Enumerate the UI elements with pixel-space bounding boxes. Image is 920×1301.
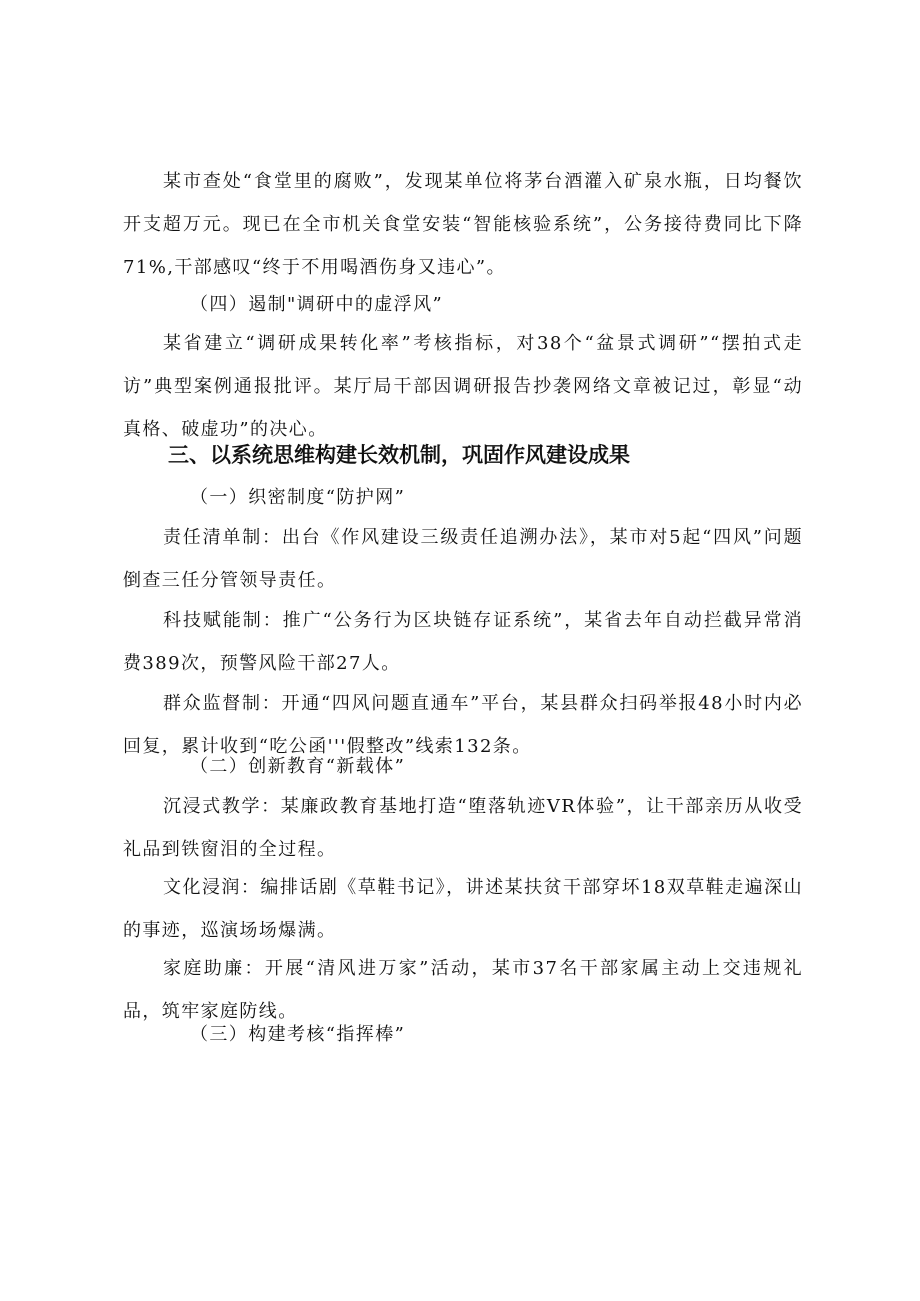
paragraph-culture-infusion: 文化浸润：编排话剧《草鞋书记》，讲述某扶贫干部穿坏18双草鞋走遍深山的事迹，巡演场场爆满。: [123, 877, 803, 941]
paragraph-canteen-corruption: 某市查处“食堂里的腐败”，发现某单位将茅台酒灌入矿泉水瓶，日均餐饮开支超万元。现已在全市机关食堂安装“智能核验系统”，公务接待费同比下降71%,干部感叹“终于不用喝酒伤身又违心”。: [123, 171, 803, 278]
paragraph-research-conversion: 某省建立“调研成果转化率”考核指标，对38个“盆景式调研”“摆拍式走访”典型案例通报批评。某厅局干部因调研报告抄袭网络文章被记过，彰显“动真格、破虚功”的决心。: [123, 333, 803, 440]
subheading-education-carrier: （二）创新教育“新载体”: [190, 756, 406, 777]
subheading-curb-research-formalism: （四）遏制"调研中的虚浮风”: [190, 294, 444, 315]
section-heading-three: 三、以系统思维构建长效机制，巩固作风建设成果: [168, 443, 630, 467]
paragraph-immersive-teaching: 沉浸式教学：某廉政教育基地打造“堕落轨迹VR体验”，让干部亲历从收受礼品到铁窗泪的全过程。: [123, 796, 803, 860]
paragraph-public-supervision: 群众监督制：开通“四风问题直通车”平台，某县群众扫码举报48小时内必回复，累计收到“吃公函'''假整改”线索132条。: [123, 693, 803, 757]
paragraph-responsibility-list: 责任清单制：出台《作风建设三级责任追溯办法》，某市对5起“四风”问题倒查三任分管领导责任。: [123, 527, 803, 591]
subheading-institution-net: （一）织密制度“防护网”: [190, 487, 406, 508]
subheading-assessment-baton: （三）构建考核“指挥棒”: [190, 1024, 406, 1045]
paragraph-tech-empowerment: 科技赋能制：推广“公务行为区块链存证系统”，某省去年自动拦截异常消费389次，预警风险干部27人。: [123, 610, 803, 674]
paragraph-family-integrity: 家庭助廉：开展“清风进万家”活动，某市37名干部家属主动上交违规礼品，筑牢家庭防线。: [123, 958, 803, 1022]
